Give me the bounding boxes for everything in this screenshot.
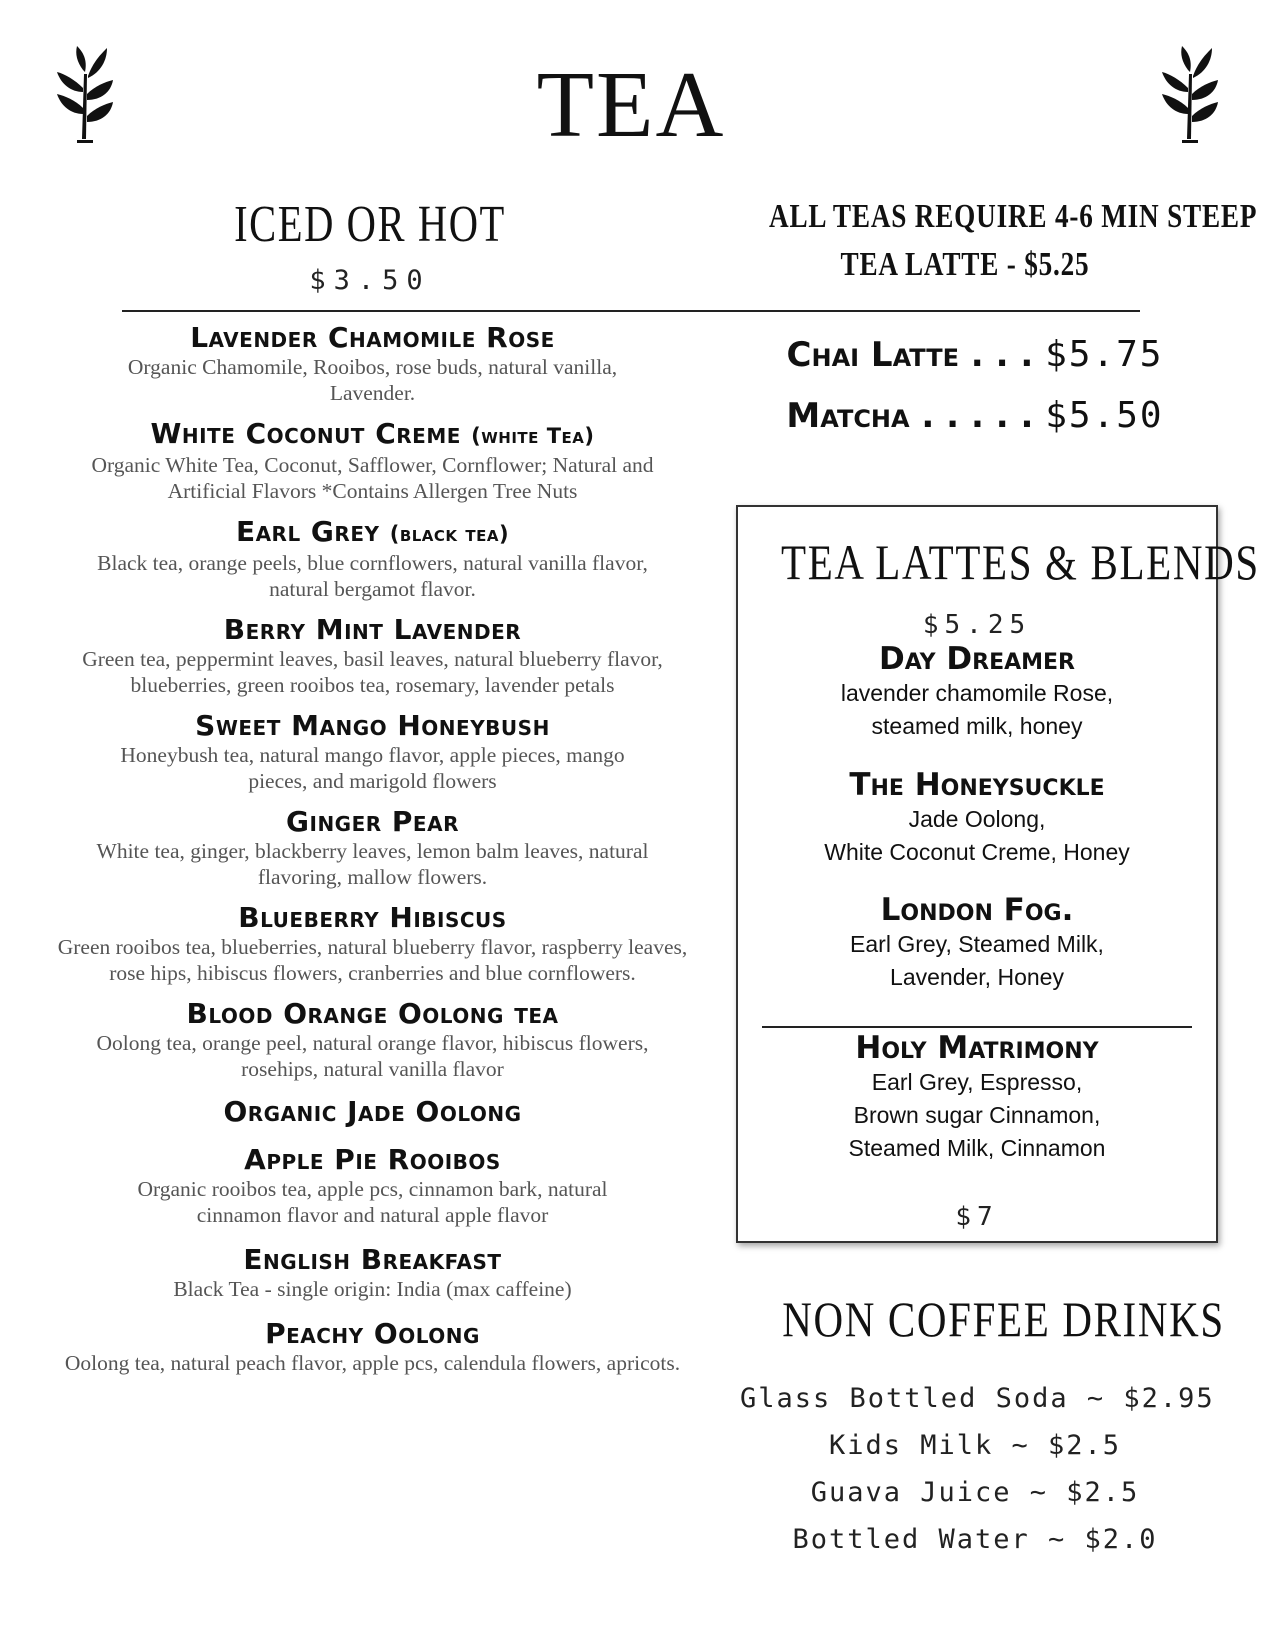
tea-item [45, 614, 700, 698]
tea-description: Oolong tea, orange peel, natural orange flavor, hibiscus flowers, rosehips, natural vanilla flavor [96, 1031, 649, 1081]
tea-name: Berry Mint Lavender [223, 613, 522, 646]
tea-name: English Breakfast [243, 1243, 502, 1276]
page-title: TEA [536, 53, 726, 157]
tea-name: Organic Jade Oolong [223, 1095, 522, 1128]
tea-item [45, 710, 700, 794]
iced-or-hot-heading: ICED OR HOT [234, 196, 506, 253]
blend-desc-line: White Coconut Creme, Honey [824, 839, 1130, 865]
tea-item [45, 322, 700, 406]
blend-item [738, 767, 1216, 869]
matcha-price: $5.50 [1045, 395, 1164, 436]
tea-description: Oolong tea, natural peach flavor, apple pcs, calendula flowers, apricots. [64, 1351, 681, 1375]
chai-latte-price: $5.75 [1045, 334, 1164, 375]
tea-description: Green tea, peppermint leaves, basil leaves, natural blueberry flavor, blueberries, green rooibos tea, rosemary, lavender petals [82, 647, 663, 697]
drink-item: Glass Bottled Soda ~ $2.95 [740, 1383, 1215, 1414]
drink-item: Guava Juice ~ $2.5 [810, 1477, 1140, 1508]
blend-desc-line: Earl Grey, Espresso, [871, 1069, 1083, 1095]
tea-name: Lavender Chamomile Rose [190, 321, 555, 354]
header-divider [122, 310, 1140, 312]
non-coffee-heading: NON COFFEE DRINKS [782, 1291, 1225, 1347]
blend-desc-line: Steamed Milk, Cinnamon [848, 1135, 1106, 1161]
tea-name: Earl Grey (black tea) [235, 515, 510, 548]
tea-item [45, 516, 700, 602]
tea-description: White tea, ginger, blackberry leaves, lemon balm leaves, natural flavoring, mallow flowers. [96, 839, 649, 889]
tea-type: (white Tea) [471, 424, 595, 448]
blend-desc-line: Earl Grey, Steamed Milk, [850, 931, 1104, 957]
tea-description: Honeybush tea, natural mango flavor, apple pieces, mango pieces, and marigold flowers [120, 743, 625, 793]
tea-description: Organic Chamomile, Rooibos, rose buds, natural vanilla, Lavender. [127, 355, 618, 405]
sprig-icon [1160, 44, 1220, 144]
tea-item [45, 1244, 700, 1302]
tea-name: Blood Orange Oolong tea [186, 997, 559, 1030]
box-divider [762, 1026, 1192, 1028]
tea-latte-label: TEA LATTE - [840, 246, 1025, 283]
tea-name: Peachy Oolong [265, 1317, 480, 1350]
blend-item [738, 641, 1216, 743]
tea-description: Organic rooibos tea, apple pcs, cinnamon bark, natural cinnamon flavor and natural apple flavor [137, 1177, 608, 1227]
drink-item: Kids Milk ~ $2.5 [828, 1430, 1122, 1461]
tea-name: Blueberry Hibiscus [238, 901, 507, 934]
tea-description: Organic White Tea, Coconut, Safflower, Cornflower; Natural and Artificial Flavors *Contains Allergen Tree Nuts [91, 453, 654, 503]
tea-item [45, 806, 700, 890]
tea-item [45, 998, 700, 1082]
blend-desc-line: Lavender, Honey [890, 964, 1064, 990]
chai-latte-line [740, 334, 1210, 375]
steep-notice: ALL TEAS REQUIRE 4-6 MIN STEEP [769, 198, 1258, 235]
sprig-icon-right [1160, 44, 1220, 144]
tea-name: Apple Pie Rooibos [244, 1143, 501, 1176]
matcha-name: Matcha . . . . . [786, 396, 1034, 436]
tea-item [45, 1318, 700, 1376]
tea-lattes-blends-box [736, 505, 1260, 1243]
tea-description: Black Tea - single origin: India (max caffeine) [173, 1277, 572, 1301]
holy-matrimony-price: $7 [955, 1202, 999, 1232]
tea-list [45, 322, 700, 1376]
chai-latte-name: Chai Latte . . . [786, 335, 1034, 375]
blend-name: London Fog. [880, 892, 1074, 928]
blend-desc-line: steamed milk, honey [871, 713, 1083, 739]
tea-type: (black tea) [389, 522, 510, 546]
blend-item [738, 1030, 1216, 1165]
blend-item [738, 892, 1216, 994]
tea-item [45, 1096, 700, 1128]
blend-desc-line: lavender chamomile Rose, [840, 680, 1114, 706]
non-coffee-list [740, 1375, 1215, 1563]
tea-item [45, 418, 700, 504]
tea-description: Green rooibos tea, blueberries, natural blueberry flavor, raspberry leaves, rose hips, hibiscus flowers, cranberries and blue cornflowers. [57, 935, 688, 985]
blend-name: Holy Matrimony [855, 1030, 1099, 1066]
matcha-line [740, 395, 1210, 436]
tea-name: Sweet Mango Honeybush [195, 709, 550, 742]
iced-or-hot-price: $3.50 [309, 265, 431, 296]
drink-item: Bottled Water ~ $2.0 [792, 1524, 1158, 1555]
blend-name: Day Dreamer [879, 641, 1075, 677]
blends-title: TEA LATTES & BLENDS [781, 534, 1260, 590]
tea-name: Ginger Pear [286, 805, 459, 838]
blends-price: $5.25 [922, 610, 1032, 640]
tea-description: Black tea, orange peels, blue cornflowers, natural vanilla flavor, natural bergamot flavor. [97, 551, 648, 601]
tea-item [45, 902, 700, 986]
tea-item [45, 1144, 700, 1228]
tea-latte-price: $5.25 [1024, 246, 1090, 283]
tea-name: White Coconut Creme (white Tea) [150, 417, 595, 450]
blend-desc-line: Jade Oolong, [908, 806, 1046, 832]
tea-latte-price-line [769, 246, 1161, 284]
blend-desc-line: Brown sugar Cinnamon, [853, 1102, 1101, 1128]
blend-name: The Honeysuckle [849, 767, 1105, 803]
